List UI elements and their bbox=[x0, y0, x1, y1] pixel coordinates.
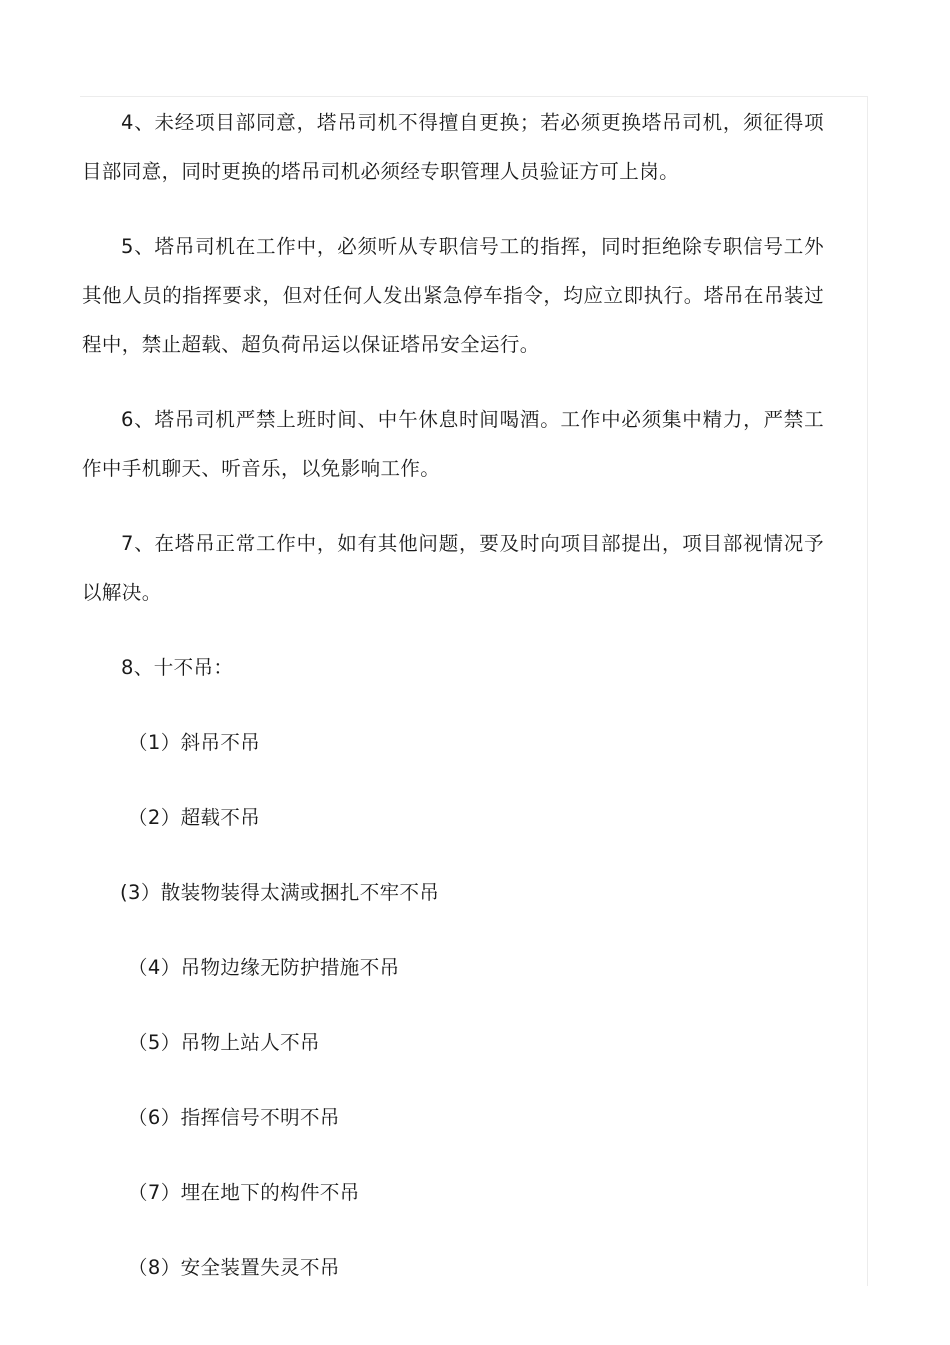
document-body bbox=[82, 98, 824, 1292]
paragraph-6: 6、塔吊司机严禁上班时间、中午休息时间喝酒。工作中必须集中精力，严禁工作中手机聊天、听音乐，以免影响工作。 bbox=[82, 408, 824, 480]
ten-rules-list bbox=[82, 718, 824, 1292]
paragraph-7: 7、在塔吊正常工作中，如有其他问题，要及时向项目部提出，项目部视情况予以解决。 bbox=[82, 532, 824, 604]
list-item: （7）埋在地下的构件不吊 bbox=[128, 1181, 360, 1204]
list-item: （2）超载不吊 bbox=[128, 806, 261, 829]
list-item: （8）安全装置失灵不吊 bbox=[128, 1256, 340, 1279]
paragraph-4: 4、未经项目部同意，塔吊司机不得擅自更换；若必须更换塔吊司机，须征得项目部同意，同时更换的塔吊司机必须经专职管理人员验证方可上岗。 bbox=[82, 111, 824, 183]
list-item: （4）吊物边缘无防护措施不吊 bbox=[128, 956, 400, 979]
paragraph-5: 5、塔吊司机在工作中，必须听从专职信号工的指挥，同时拒绝除专职信号工外其他人员的指挥要求，但对任何人发出紧急停车指令，均应立即执行。塔吊在吊装过程中，禁止超载、超负荷吊运以保证塔吊安全运行。 bbox=[82, 235, 824, 356]
list-item: （6）指挥信号不明不吊 bbox=[128, 1106, 340, 1129]
ten-rules-heading: 8、十不吊： bbox=[121, 656, 234, 679]
list-item: (3）散装物装得太满或捆扎不牢不吊 bbox=[120, 881, 440, 904]
list-item: （5）吊物上站人不吊 bbox=[128, 1031, 320, 1054]
list-item: （1）斜吊不吊 bbox=[128, 731, 261, 754]
